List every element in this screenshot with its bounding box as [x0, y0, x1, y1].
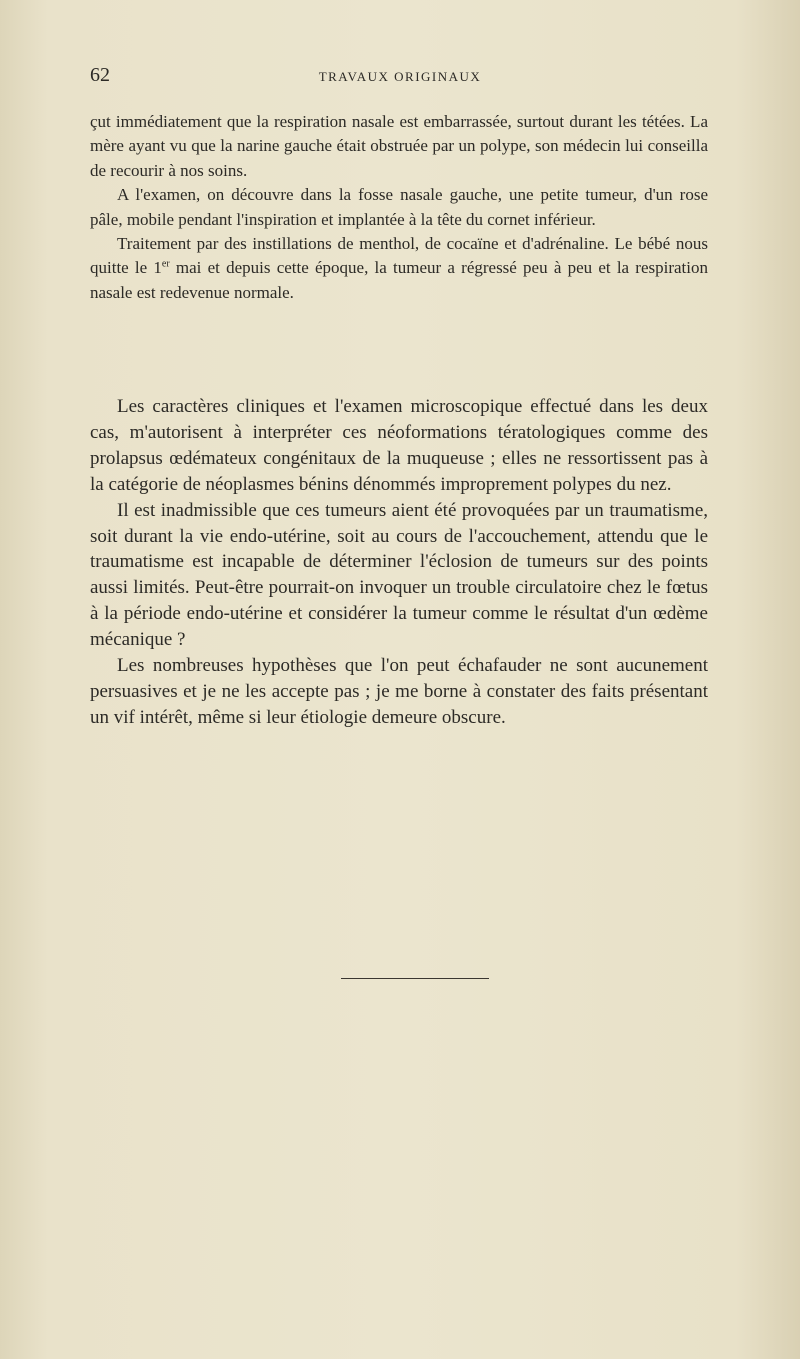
conclusion-paragraph-1: Les caractères cliniques et l'examen microscopique effectué dans les deux cas, m'autorisent à interpréter ces néoformations tératologiques comme des prolapsus œdémateux congénitaux de la muqueuse ; elles ne ressortissent pas à la catégorie de néoplasmes bénins dénommés improprement polypes du nez. [90, 396, 708, 495]
case-paragraph-3-start: Traitement par des instillations de menthol, de cocaïne et d'adrénaline. Le bébé nous quitte le 1 [90, 234, 708, 278]
section-end-rule [341, 978, 489, 979]
case-description [90, 110, 708, 305]
running-title: TRAVAUX ORIGINAUX [318, 69, 482, 84]
case-paragraph-3 [90, 232, 708, 305]
case-paragraph-3-end: mai et depuis cette époque, la tumeur a régressé peu à peu et la respiration nasale est redevenue normale. [90, 258, 708, 302]
case-paragraph-2: A l'examen, on découvre dans la fosse nasale gauche, une petite tumeur, d'un rose pâle, mobile pendant l'inspiration et implantée à la tête du cornet inférieur. [90, 185, 708, 229]
conclusion-section [90, 394, 708, 731]
page-header [90, 64, 710, 94]
conclusion-paragraph-3: Les nombreuses hypothèses que l'on peut échafauder ne sont aucunement persuasives et je ne les accepte pas ; je me borne à constater des faits présentant un vif intérêt, même si leur étiologie demeure obscure. [90, 655, 708, 728]
case-paragraph-1: çut immédiatement que la respiration nasale est embarrassée, surtout durant les tétées. La mère ayant vu que la narine gauche était obstruée par un polype, son médecin lui conseilla de recourir à nos soins. [90, 112, 708, 180]
ordinal-superscript: er [161, 258, 170, 270]
page-number: 62 [90, 64, 110, 86]
conclusion-paragraph-2: Il est inadmissible que ces tumeurs aient été provoquées par un traumatisme, soit durant la vie endo-utérine, soit au cours de l'accouchement, attendu que le traumatisme est incapable de déterminer l'éclosion de tumeurs sur des points aussi limités. Peut-être pourrait-on invoquer un trouble circulatoire chez le fœtus à la période endo-utérine et considérer la tumeur comme le résultat d'un œdème mécanique ? [90, 499, 708, 651]
